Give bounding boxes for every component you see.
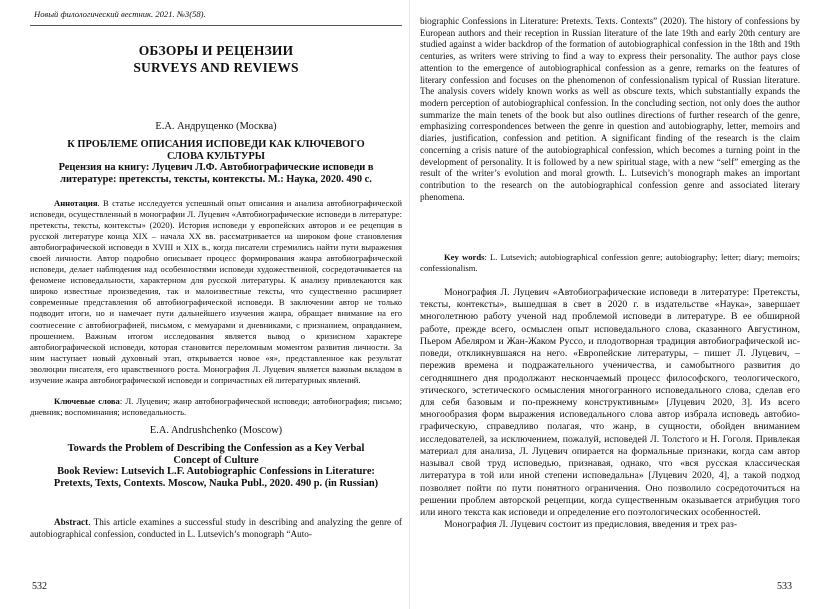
keywords-ru: [30, 396, 402, 418]
author-ru: Е.А. Андрущенко (Москва): [155, 121, 277, 132]
body-text: [420, 287, 800, 531]
page-number-left: 532: [32, 581, 47, 592]
keywords-ru-text: : Л. Луцевич; жанр автобиографической исповеди; автобиография; письмо; дневник; воспоминания; исповедальность.: [30, 396, 402, 418]
abstract-ru: [30, 198, 402, 386]
running-head: Новый филологический вестник. 2021. №3(58).: [34, 9, 206, 19]
abstract-en-continued: biographic Confessions in Literature: Pretexts. Texts. Contexts” (2020). The history of confessions by European authors and their reception in Russian literature of the late 19th and early 20th century are studied against a wider backdrop of the formation of autobiographical confession in the 18th and 19th centuries, as writers were striving to find a way to express their personality. The author pays close attention to the emergence of autobiographical confession as a genre, remarks on the features of literary confession and focuses on the phenomenon of confessionalism typical of Russian literature. The analysis covers widely known works as well as obscure texts, which substantially expands the modern perception of autobiographical confession. In the concluding section, not only does the author summarize the main tenets of the book but also outlines directions of further research of the genre, emphasizing correspondences between the genre in question and autobiography, letter, memoirs and diaries, justification, confession and petition. A significant finding of the research is the claim concerning a crisis nature of the autobiographical confession, which becomes a turning point in the development of personality. It is followed by a new spiritual stage, with a new “self” emerging as the result of the writer’s evolution and moral growth. L. Lutsevich’s monograph makes an important contribution to the research on the autobiographical confession genre and associated literary phenomena.: [420, 16, 800, 202]
title-en-line-2: Concept of Culture: [173, 454, 259, 466]
keywords-ru-label: Ключевые слова: [54, 396, 120, 406]
section-title-ru: ОБЗОРЫ И РЕЦЕНЗИИ: [138, 43, 294, 58]
section-title: [30, 42, 402, 76]
title-ru-line-3: Рецензия на книгу: Луцевич Л.Ф. Автобиографические исповеди в: [58, 162, 374, 174]
header-rule: [30, 25, 402, 26]
right-page: [410, 0, 820, 609]
abstract-en: [30, 517, 402, 540]
section-title-en: SURVEYS AND REVIEWS: [133, 60, 299, 75]
body-paragraph-1: Монография Л. Луцевич «Автобиографические исповеди в литературе: Претексты, тексты, контексты», вышедшая в свет в 2020 г. в издательстве «Наука», завершает многолетнюю работу ученой над проблемой исповеди в литературе. В ее обширной работе, прежде всего, осмыслен опыт исповедального слова, сказанного Августином, Пьером Абеляром и Жан-Жаком Руссо, и плодотворная традиция автобиографической исповеди, откликнувшаяся на него. «Европейские литературы, – пишет Л. Луцевич, – пережив времена и подражательного ученичества, и самобытного развития до сегодняшнего дня продолжают нескончаемый процесс философского, теологического, этического, эстетического осмысления многогранного исповедального слова, сделав его для себя базовым и по-прежнему конструктивным» [Луцевич 2020, 3]. Из всего многообразия форм выражения исповедального слова автор избрала исповедь автобиографическую, справедливо полагая, что жанр, в сущности, обойден вниманием исследователей, за исключением, пожалуй, исповедей Л. Толстого и Н. Гоголя. Привлекая материал для анализа, Л. Луцевич опирается на формальные признаки, когда сам автор называл свой труд исповедью, признавая, однако, что «вся русская классическая литература в той или иной степени исповедальна» [Луцевич 2020, 4], а такой подход позволяет пойти по пути понятного ограничения. Оно позволило сосредоточиться на решении проблем авторской рецепции, когда существенным оказывается атрибуция того или иного текста как исповеди и определение его поэтологических особенностей.: [420, 287, 800, 518]
abstract-ru-label: Аннотация: [54, 198, 98, 208]
abstract-en-label: Abstract: [54, 517, 89, 527]
author-en: E.A. Andrushchenko (Moscow): [149, 425, 283, 436]
keywords-en: [420, 252, 800, 274]
keywords-en-label: Key words: [444, 252, 485, 262]
abstract-en-text: . This article examines a successful study in describing and analyzing the genre of autobiographical confession, conducted in L. Lutsevich’s monograph “Auto-: [30, 517, 402, 539]
keywords-en-text: : L. Lutsevich; autobiographical confession genre; autobiography; letter; diary; memoirs; confessionalism.: [420, 252, 800, 274]
abstract-ru-text: . В статье исследуется успешный опыт описания и анализа автобиографической исповеди, осуществленный в монографии Л. Луцевич «Автобиографические исповеди в литературе: претексты, тексты, контексты» (2020). История исповеди у европейских авторов и ее рецепция в русской литературе конца XIX – начала XX вв. рассматривается на широком фоне становления автобиографической исповеди в XVIII и XIX в., когда писатели стремились найти пути выражения своей личности. Автор подробно описывает процесс формирования жанра автобиографической исповеди, делает наблюдения над особенностями исповеди художественной, сосредотачивается на феномене исповедальности, характерном для русской литературы. К анализу привлекаются как широко известные произведения, так и малоизвестные тексты, что существенно расширяет современные представления об автобиографической исповеди. В заключении автор не только подводит итоги, но и намечает пути дальнейшего изучения жанра, обращает внимание на его соотнесение с автобиографией, письмом, с мемуарами и дневниками, с признанием, оправданием, прошением. Важным итогом исследования является вывод о кризисном характере автобиографической исповеди, которая становится переломным моментом развития личности. За ним наступает новый духовный этап, открывается новое «я», представленное как результат эволюции писателя, его нравственного роста. Монография Л. Луцевич является важным вкладом в изучение жанра автобиографической исповеди и сопричастных ей литературных явлений.: [30, 198, 402, 385]
page-number-right: 533: [777, 581, 792, 592]
title-en-line-4: Pretexts, Texts, Contexts. Moscow, Nauka Publ., 2020. 490 p. (in Russian): [53, 478, 379, 490]
title-ru-line-2: СЛОВА КУЛЬТУРЫ: [167, 150, 265, 162]
article-title-en: [30, 443, 402, 490]
body-paragraph-2: Монография Л. Луцевич состоит из предисловия, введения и трех раз-: [444, 519, 738, 531]
article-title-ru: [30, 139, 402, 186]
title-en-line-3: Book Review: Lutsevich L.F. Autobiographic Confessions in Literature:: [57, 466, 375, 478]
title-ru-line-4: литературе: претексты, тексты, контексты. М.: Наука, 2020. 490 с.: [60, 174, 372, 186]
title-ru-line-1: К ПРОБЛЕМЕ ОПИСАНИЯ ИСПОВЕДИ КАК КЛЮЧЕВОГО: [67, 139, 365, 150]
title-en-line-1: Towards the Problem of Describing the Confession as a Key Verbal: [67, 443, 365, 454]
